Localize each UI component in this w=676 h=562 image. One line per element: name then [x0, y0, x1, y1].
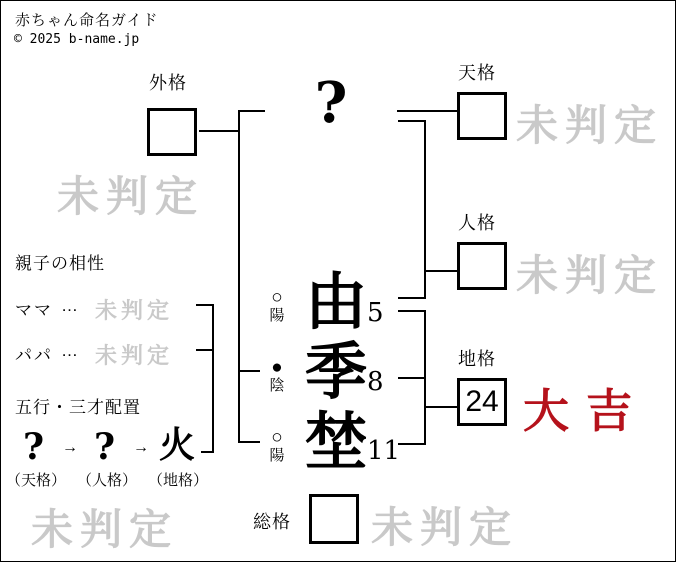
soukaku-box — [309, 494, 359, 544]
aisho-bracket-bottom-stub — [201, 451, 214, 453]
jinkaku-bracket-out-stub — [424, 270, 458, 272]
gaikaku-result-watermark: 未判定 — [57, 172, 205, 221]
polarity-yang-icon: ○ — [271, 287, 283, 308]
surname-placeholder: ? — [314, 70, 348, 136]
gaikaku-rail-top-stub — [238, 110, 265, 112]
mama-label: ママ — [15, 301, 53, 320]
gogyou-arrow-1-icon: → — [62, 439, 78, 456]
mama-result-watermark: 未判定 — [95, 298, 174, 324]
polarity-yang2-label: 陽 — [269, 447, 285, 464]
chikaku-bracket-mid — [398, 377, 426, 379]
jinkaku-bracket-bottom — [398, 297, 426, 299]
gogyou-jinkaku-element: ? — [94, 426, 116, 468]
soukaku-result-watermark: 未判定 — [371, 503, 519, 552]
gogyou-chikaku-caption: （地格） — [148, 472, 209, 489]
name-char-3: 埜 — [304, 405, 367, 478]
tenkaku-result-watermark: 未判定 — [516, 101, 664, 150]
aisho-bracket-vertical — [212, 304, 214, 453]
name-char-1: 由 — [304, 265, 367, 338]
chikaku-bracket-top — [398, 310, 426, 312]
chikaku-bracket-bottom — [398, 443, 426, 445]
polarity-yang-label: 陽 — [269, 307, 285, 324]
chikaku-label: 地格 — [458, 349, 496, 369]
page-title: 赤ちゃん命名ガイド — [15, 11, 159, 29]
surname-tenkaku-line — [397, 110, 458, 112]
mama-dots: … — [61, 296, 78, 315]
jinkaku-bracket-top — [398, 120, 426, 122]
name-char-3-strokes: 11 — [367, 436, 401, 466]
jinkaku-bracket-vertical — [424, 120, 426, 299]
polarity-yin-icon: ● — [271, 357, 283, 378]
gaikaku-box — [147, 108, 197, 156]
jinkaku-result-watermark: 未判定 — [516, 251, 664, 300]
papa-result-watermark: 未判定 — [95, 343, 174, 369]
name-char-2-strokes: 8 — [367, 367, 384, 397]
gogyou-result-watermark: 未判定 — [31, 505, 179, 554]
gogyou-jinkaku-caption: （人格） — [77, 472, 138, 489]
compatibility-heading: 親子の相性 — [15, 254, 105, 273]
gaikaku-rail-mid-stub — [238, 370, 260, 372]
copyright-text: © 2025 b-name.jp — [14, 32, 140, 47]
polarity-yin-label: 陰 — [269, 377, 285, 394]
gaikaku-label: 外格 — [149, 73, 187, 93]
gaikaku-rail-bottom-stub — [238, 441, 260, 443]
jinkaku-label: 人格 — [458, 213, 496, 233]
chikaku-value: 24 — [465, 385, 499, 418]
tenkaku-box — [457, 92, 507, 140]
chikaku-box — [457, 378, 507, 426]
soukaku-label: 総格 — [253, 512, 291, 532]
gaikaku-rail-line — [238, 110, 240, 443]
name-char-2: 季 — [304, 335, 367, 408]
gogyou-arrow-2-icon: → — [133, 439, 149, 456]
chikaku-result-daikichi: 大吉 — [523, 384, 649, 438]
chikaku-bracket-out-stub — [424, 406, 458, 408]
papa-dots: … — [61, 341, 78, 360]
gaikaku-connector-line — [199, 130, 240, 132]
gogyou-chikaku-element: 火 — [159, 424, 196, 466]
papa-label: パパ — [15, 346, 53, 365]
gogyou-tenkaku-element: ? — [23, 426, 45, 468]
aisho-bracket-papa-stub — [196, 349, 214, 351]
polarity-yang2-icon: ○ — [271, 427, 283, 448]
name-char-1-strokes: 5 — [367, 298, 384, 328]
tenkaku-label: 天格 — [458, 63, 496, 83]
aisho-bracket-mama-stub — [196, 304, 214, 306]
gogyou-heading: 五行・三才配置 — [15, 398, 141, 417]
jinkaku-box — [457, 242, 507, 290]
gogyou-tenkaku-caption: （天格） — [6, 472, 67, 489]
